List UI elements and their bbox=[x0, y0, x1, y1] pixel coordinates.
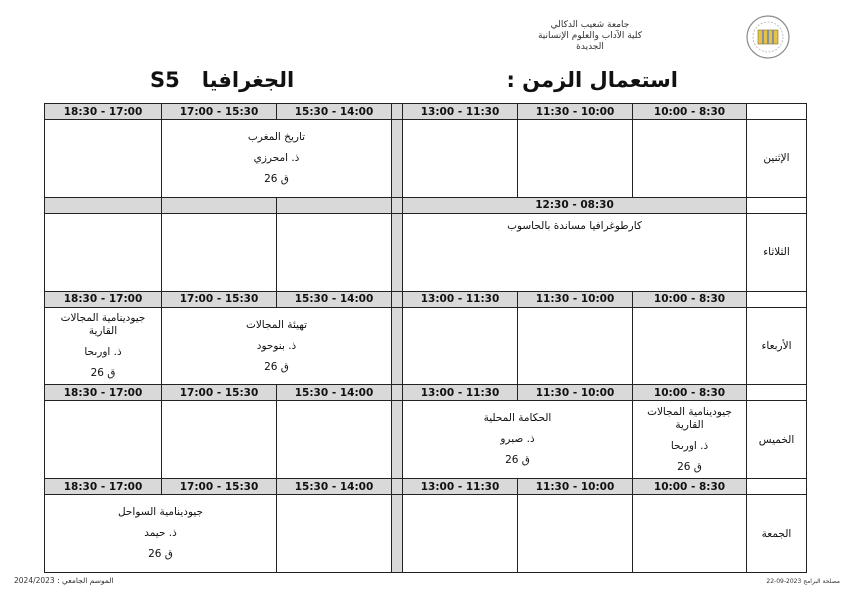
semester-title: S5 bbox=[150, 68, 180, 92]
slot-empty bbox=[518, 307, 633, 385]
slot-empty bbox=[45, 120, 162, 198]
time-slot: 18:30 - 17:00 bbox=[45, 291, 162, 307]
time-slot: 17:00 - 15:30 bbox=[162, 479, 277, 495]
time-slot: 18:30 - 17:00 bbox=[45, 385, 162, 401]
time-slot: 18:30 - 17:00 bbox=[45, 479, 162, 495]
time-slot: 15:30 - 14:00 bbox=[277, 385, 392, 401]
day-header-blank bbox=[747, 104, 807, 120]
day-header-blank bbox=[747, 385, 807, 401]
slot-empty bbox=[162, 213, 277, 291]
schedule-row-thursday bbox=[45, 401, 807, 479]
day-label: الأربعاء bbox=[747, 307, 807, 385]
break-column bbox=[392, 385, 403, 401]
break-column bbox=[392, 401, 403, 479]
day-header-blank bbox=[747, 197, 807, 213]
university-header bbox=[505, 20, 675, 53]
time-header-row bbox=[45, 104, 807, 120]
day-header-blank bbox=[747, 479, 807, 495]
day-header-blank bbox=[747, 291, 807, 307]
timetable bbox=[44, 103, 807, 573]
time-slot: 11:30 - 10:00 bbox=[518, 291, 633, 307]
room-label: ق 26 bbox=[505, 454, 530, 467]
room-label: ق 26 bbox=[264, 360, 289, 373]
time-slot: 15:30 - 14:00 bbox=[277, 479, 392, 495]
time-slot: 13:00 - 11:30 bbox=[403, 104, 518, 120]
course-cell bbox=[162, 120, 392, 198]
time-header-row bbox=[45, 385, 807, 401]
slot-empty bbox=[45, 401, 162, 479]
time-slot: 17:00 - 15:30 bbox=[162, 385, 277, 401]
course-name: كارطوغرافيا مساندة بالحاسوب bbox=[507, 219, 642, 232]
time-slot: 10:00 - 8:30 bbox=[633, 385, 747, 401]
break-column bbox=[392, 307, 403, 385]
course-cell bbox=[403, 401, 633, 479]
time-slot: 13:00 - 11:30 bbox=[403, 291, 518, 307]
time-slot: 18:30 - 17:00 bbox=[45, 104, 162, 120]
faculty-name: كلية الآداب والعلوم الإنسانية bbox=[537, 31, 643, 41]
course-cell bbox=[162, 307, 392, 385]
slot-empty bbox=[633, 495, 747, 573]
time-slot: 17:00 - 15:30 bbox=[162, 104, 277, 120]
room-label: ق 26 bbox=[90, 367, 116, 380]
slot-empty bbox=[633, 120, 747, 198]
slot-empty bbox=[518, 120, 633, 198]
slot-empty bbox=[277, 495, 392, 573]
academic-year: الموسم الجامعي : 2024/2023 bbox=[14, 576, 114, 585]
course-cell bbox=[45, 495, 277, 573]
page-title: استعمال الزمن : bbox=[506, 68, 678, 92]
course-name: تهيئة المجالات bbox=[245, 318, 308, 331]
time-slot: 10:00 - 8:30 bbox=[633, 104, 747, 120]
course-name: جيودينامية المجالات القارية bbox=[647, 405, 732, 431]
break-column bbox=[392, 104, 403, 120]
course-cell bbox=[403, 213, 747, 291]
slot-empty bbox=[277, 401, 392, 479]
course-cell bbox=[45, 307, 162, 385]
schedule-row-wednesday bbox=[45, 307, 807, 385]
course-name: الحكامة المحلية bbox=[483, 412, 552, 425]
break-column bbox=[392, 213, 403, 291]
city-name: الجديدة bbox=[576, 42, 604, 52]
day-label: الثلاثاء bbox=[747, 213, 807, 291]
subject-title: الجغرافيا bbox=[201, 68, 295, 92]
time-slot: 10:00 - 8:30 bbox=[633, 479, 747, 495]
time-slot: 15:30 - 14:00 bbox=[277, 291, 392, 307]
slot-empty bbox=[45, 213, 162, 291]
day-label: الجمعة bbox=[747, 495, 807, 573]
course-name: تاريخ المغرب bbox=[247, 130, 306, 143]
time-slot: 12:30 - 08:30 bbox=[403, 197, 747, 213]
time-header-row bbox=[45, 479, 807, 495]
break-column bbox=[392, 479, 403, 495]
room-label: ق 26 bbox=[148, 548, 173, 561]
time-slot: 11:30 - 10:00 bbox=[518, 385, 633, 401]
slot-empty bbox=[633, 307, 747, 385]
time-slot: 10:00 - 8:30 bbox=[633, 291, 747, 307]
slot-empty bbox=[403, 120, 518, 198]
slot-empty bbox=[162, 401, 277, 479]
room-label: ق 26 bbox=[677, 460, 702, 473]
time-slot: 11:30 - 10:00 bbox=[518, 104, 633, 120]
university-logo-icon bbox=[745, 14, 791, 60]
teacher-name: ذ. اورىحا bbox=[84, 346, 122, 359]
teacher-name: ذ. امحرزي bbox=[253, 151, 300, 164]
slot-empty bbox=[403, 495, 518, 573]
teacher-name: ذ. بنوحود bbox=[256, 339, 297, 352]
slot-empty bbox=[403, 307, 518, 385]
university-name: جامعة شعيب الدكالي bbox=[550, 20, 630, 30]
slot-empty bbox=[518, 495, 633, 573]
schedule-row-friday bbox=[45, 495, 807, 573]
break-column bbox=[392, 197, 403, 213]
teacher-name: ذ. صبرو bbox=[500, 433, 535, 446]
break-column bbox=[392, 495, 403, 573]
time-slot: 15:30 - 14:00 bbox=[277, 104, 392, 120]
time-slot: 13:00 - 11:30 bbox=[403, 479, 518, 495]
time-slot: 13:00 - 11:30 bbox=[403, 385, 518, 401]
schedule-row-monday bbox=[45, 120, 807, 198]
day-label: الخميس bbox=[747, 401, 807, 479]
day-label: الإثنين bbox=[747, 120, 807, 198]
time-slot: 11:30 - 10:00 bbox=[518, 479, 633, 495]
room-label: ق 26 bbox=[264, 172, 289, 185]
time-slot: 17:00 - 15:30 bbox=[162, 291, 277, 307]
service-footer: مصلحة البرامج 2023-09-22 bbox=[766, 578, 840, 585]
slot-empty bbox=[277, 213, 392, 291]
course-name: جيودينامية السواحل bbox=[117, 506, 204, 519]
time-header-row bbox=[45, 291, 807, 307]
course-cell bbox=[633, 401, 747, 479]
page-subtitle bbox=[150, 68, 294, 92]
teacher-name: ذ. اورىحا bbox=[670, 439, 709, 452]
break-column bbox=[392, 120, 403, 198]
teacher-name: ذ. حيمد bbox=[144, 527, 177, 540]
schedule-row-tuesday bbox=[45, 213, 807, 291]
break-column bbox=[392, 291, 403, 307]
time-header-row bbox=[45, 197, 807, 213]
course-name: جيودينامية المجالات القارية bbox=[60, 312, 146, 338]
